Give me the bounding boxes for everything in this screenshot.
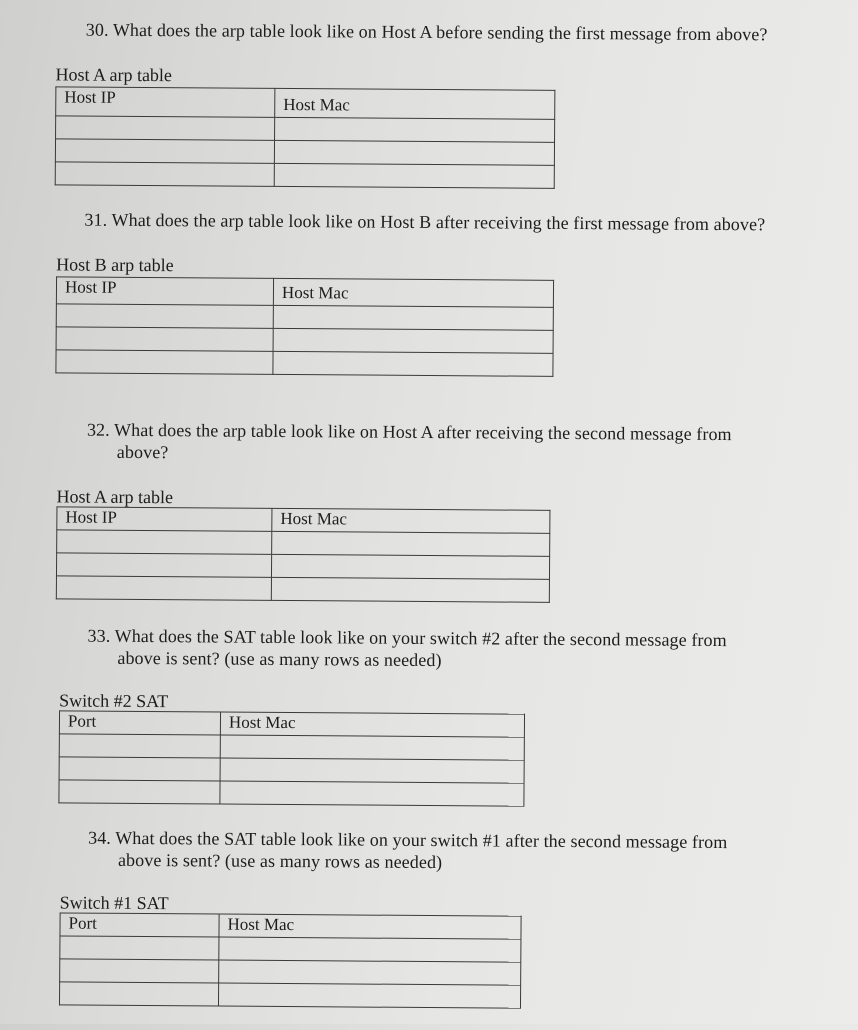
table-row[interactable] bbox=[60, 959, 521, 985]
table-row[interactable] bbox=[59, 780, 524, 806]
answer-cell[interactable] bbox=[59, 982, 218, 1006]
answer-table-30 bbox=[55, 86, 556, 188]
table-row[interactable] bbox=[55, 162, 554, 188]
table-row[interactable] bbox=[57, 530, 550, 556]
question-number: 33. bbox=[87, 625, 111, 646]
answer-cell[interactable] bbox=[220, 735, 524, 760]
question-33 bbox=[87, 625, 807, 674]
question-text: What does the arp table look like on Host B after receiving the first message from above? bbox=[111, 209, 766, 235]
table-title: Host A arp table bbox=[55, 64, 173, 86]
answer-cell[interactable] bbox=[274, 140, 554, 165]
question-text-line2: above is sent? (use as many rows as needed) bbox=[117, 849, 443, 873]
question-text: What does the arp table look like on Host A after receiving the second message from bbox=[114, 419, 732, 445]
table-row[interactable] bbox=[59, 757, 524, 783]
question-text: What does the arp table look like on Host A before sending the first message from above? bbox=[112, 19, 768, 45]
answer-cell[interactable] bbox=[219, 937, 521, 962]
answer-cell[interactable] bbox=[218, 983, 520, 1008]
table-header-row bbox=[59, 711, 524, 737]
table-header-row bbox=[56, 87, 555, 119]
question-number: 30. bbox=[85, 19, 109, 40]
table-row[interactable] bbox=[56, 304, 553, 330]
table-header-row bbox=[56, 277, 553, 307]
answer-cell[interactable] bbox=[273, 328, 553, 353]
answer-cell[interactable] bbox=[56, 304, 273, 329]
table-row[interactable] bbox=[56, 327, 553, 353]
answer-cell[interactable] bbox=[272, 531, 550, 556]
answer-cell[interactable] bbox=[274, 163, 554, 188]
answer-cell[interactable] bbox=[59, 734, 220, 758]
answer-cell[interactable] bbox=[271, 577, 549, 602]
question-34 bbox=[88, 827, 808, 876]
answer-cell[interactable] bbox=[220, 781, 524, 806]
column-header-port: Port bbox=[60, 913, 219, 937]
question-number: 32. bbox=[86, 419, 110, 440]
answer-table-31 bbox=[55, 276, 554, 376]
table-row[interactable] bbox=[59, 982, 520, 1008]
column-header-host-ip: Host IP bbox=[56, 87, 275, 118]
answer-cell[interactable] bbox=[56, 576, 271, 601]
table-title: Switch #1 SAT bbox=[59, 892, 169, 914]
answer-cell[interactable] bbox=[273, 351, 553, 376]
answer-table-33 bbox=[58, 710, 525, 806]
table-row[interactable] bbox=[55, 139, 554, 165]
question-text: What does the SAT table look like on your switch #1 after the second message from bbox=[115, 827, 728, 853]
answer-cell[interactable] bbox=[60, 936, 219, 960]
column-header-host-mac: Host Mac bbox=[273, 278, 553, 307]
answer-cell[interactable] bbox=[271, 554, 549, 579]
table-row[interactable] bbox=[59, 734, 524, 760]
answer-cell[interactable] bbox=[59, 780, 220, 804]
question-text: What does the SAT table look like on your switch #2 after the second message from bbox=[114, 625, 727, 651]
column-header-host-ip: Host IP bbox=[56, 277, 273, 306]
answer-cell[interactable] bbox=[55, 162, 274, 187]
answer-cell[interactable] bbox=[56, 350, 273, 375]
table-header-row bbox=[57, 507, 550, 533]
column-header-host-mac: Host Mac bbox=[219, 914, 521, 939]
answer-cell[interactable] bbox=[275, 117, 555, 142]
answer-cell[interactable] bbox=[220, 758, 524, 783]
answer-cell[interactable] bbox=[59, 757, 220, 781]
question-text-line2: above is sent? (use as many rows as needed) bbox=[117, 647, 442, 671]
table-header-row bbox=[60, 913, 521, 939]
table-row[interactable] bbox=[56, 553, 549, 579]
answer-cell[interactable] bbox=[60, 959, 219, 983]
answer-table-34 bbox=[59, 912, 522, 1008]
table-row[interactable] bbox=[56, 576, 549, 602]
column-header-host-mac: Host Mac bbox=[220, 712, 524, 737]
column-header-port: Port bbox=[59, 711, 220, 735]
table-row[interactable] bbox=[56, 350, 553, 376]
table-title: Switch #2 SAT bbox=[59, 690, 169, 712]
question-31 bbox=[84, 209, 844, 236]
table-row[interactable] bbox=[56, 116, 555, 142]
question-32 bbox=[87, 419, 807, 468]
answer-table-32 bbox=[56, 506, 551, 602]
question-text-line2: above? bbox=[116, 441, 169, 463]
answer-cell[interactable] bbox=[56, 116, 275, 141]
question-number: 31. bbox=[84, 209, 108, 230]
table-title: Host B arp table bbox=[56, 254, 174, 276]
question-30 bbox=[86, 19, 846, 46]
answer-cell[interactable] bbox=[56, 327, 273, 352]
answer-cell[interactable] bbox=[219, 960, 521, 985]
question-number: 34. bbox=[88, 827, 112, 848]
column-header-host-mac: Host Mac bbox=[272, 508, 550, 533]
table-title: Host A arp table bbox=[56, 486, 174, 508]
answer-cell[interactable] bbox=[55, 139, 274, 164]
column-header-host-mac: Host Mac bbox=[275, 88, 555, 119]
table-row[interactable] bbox=[60, 936, 521, 962]
column-header-host-ip: Host IP bbox=[57, 507, 272, 532]
answer-cell[interactable] bbox=[56, 553, 271, 578]
answer-cell[interactable] bbox=[57, 530, 272, 555]
answer-cell[interactable] bbox=[273, 305, 553, 330]
